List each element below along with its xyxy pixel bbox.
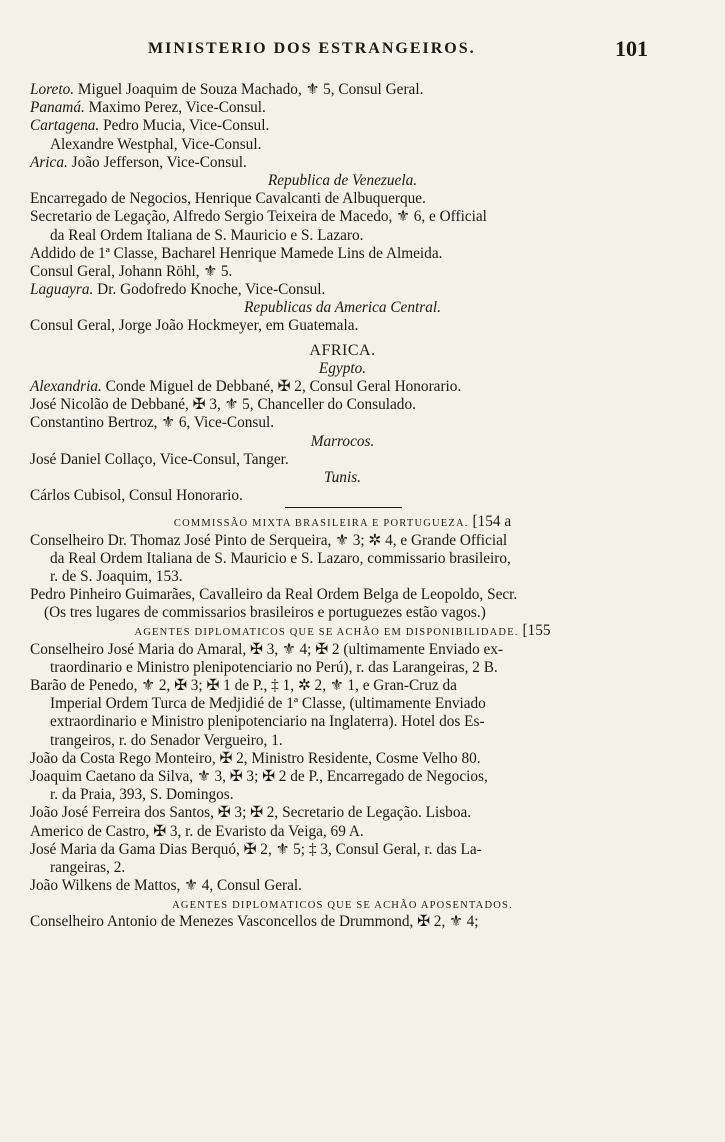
place-name: Panamá.	[30, 99, 85, 117]
consulate-entry	[30, 154, 655, 172]
place-name: Arica.	[30, 153, 68, 171]
entry-text: Cárlos Cubisol, Consul Honorario.	[30, 487, 243, 505]
place-name: Alexandria.	[30, 378, 102, 395]
text-line	[30, 414, 655, 432]
section-heading	[30, 895, 655, 913]
entry-text: José Nicolão de Debbané, ✠ 3, ⚜ 5, Chanceller do Consulado.	[30, 396, 416, 414]
text-line	[30, 568, 655, 586]
country-heading: Marrocos.	[310, 432, 375, 450]
page-header	[0, 36, 725, 70]
text-line	[30, 136, 655, 154]
entry-text: Dr. Godofredo Knoche, Vice-Consul.	[93, 281, 326, 299]
section-reference: [155	[518, 622, 551, 640]
entry-text: extraordinario e Ministro plenipotenciario na Inglaterra). Hotel dos Es-	[50, 713, 485, 731]
entry-text: Alexandre Westphal, Vice-Consul.	[50, 135, 262, 153]
entry-text: da Real Ordem Italiana de S. Mauricio e S. Lazaro.	[50, 226, 364, 244]
text-line	[30, 641, 655, 659]
section-divider	[30, 505, 655, 513]
entry-text: Maximo Perez, Vice-Consul.	[84, 99, 266, 117]
entry-text: da Real Ordem Italiana de S. Mauricio e S. Lazaro, commissario brasileiro,	[50, 549, 511, 567]
consulate-entry	[30, 117, 655, 135]
text-line	[30, 487, 655, 505]
text-line	[30, 451, 655, 469]
text-line	[30, 550, 655, 568]
entry-text: trangeiros, r. do Senador Vergueiro, 1.	[50, 731, 283, 749]
text-line	[30, 695, 655, 713]
text-line	[30, 768, 655, 786]
country-heading: Republica de Venezuela.	[267, 171, 418, 189]
entry-text: Barão de Penedo, ⚜ 2, ✠ 3; ✠ 1 de P., ‡ 1, ✲ 2, ⚜ 1, e Gran-Cruz da	[30, 677, 457, 694]
entry-text: r. da Praia, 393, S. Domingos.	[50, 786, 234, 804]
text-line	[30, 245, 655, 263]
continent-heading: AFRICA.	[309, 341, 376, 359]
section-title: COMMISSÃO MIXTA BRASILEIRA E PORTUGUEZA.	[173, 518, 469, 530]
entry-text: João José Ferreira dos Santos, ✠ 3; ✠ 2, Secretario de Legação. Lisboa.	[30, 804, 472, 822]
section-heading	[30, 513, 655, 531]
place-name: Loreto.	[30, 81, 75, 98]
place-name: Cartagena.	[30, 117, 100, 135]
entry-text: Constantino Bertroz, ⚜ 6, Vice-Consul.	[30, 414, 275, 432]
section-reference: [154 a	[468, 513, 512, 531]
text-line	[30, 713, 655, 731]
entry-text: Pedro Pinheiro Guimarães, Cavalleiro da Real Ordem Belga de Leopoldo, Secr.	[30, 586, 518, 604]
text-line	[30, 604, 655, 622]
text-line	[30, 804, 655, 822]
entry-text: Conselheiro Dr. Thomaz José Pinto de Serqueira, ⚜ 3; ✲ 4, e Grande Official	[30, 531, 508, 549]
entry-text: João Jefferson, Vice-Consul.	[67, 153, 247, 171]
text-line	[30, 317, 655, 335]
place-name: Laguayra.	[30, 281, 94, 299]
entry-text: Pedro Mucia, Vice-Consul.	[99, 117, 270, 135]
consulate-entry	[30, 378, 655, 396]
entry-text: João Wilkens de Mattos, ⚜ 4, Consul Geral.	[30, 877, 302, 895]
entry-text: Consul Geral, Johann Röhl, ⚜ 5.	[30, 262, 233, 280]
entry-text: Consul Geral, Jorge João Hockmeyer, em Guatemala.	[30, 317, 359, 335]
entry-text: (Os tres lugares de commissarios brasileiros e portuguezes estão vagos.)	[44, 604, 486, 622]
text-line	[30, 913, 655, 931]
entry-text: José Maria da Gama Dias Berquó, ✠ 2, ⚜ 5; ‡ 3, Consul Geral, r. das La-	[30, 840, 482, 858]
entry-text: rangeiras, 2.	[50, 858, 126, 876]
text-line	[30, 659, 655, 677]
text-line	[30, 208, 655, 226]
country-heading: Tunis.	[324, 468, 361, 486]
text-line	[30, 786, 655, 804]
text-line	[30, 227, 655, 245]
divider-rule	[285, 507, 402, 508]
section-heading	[30, 622, 655, 640]
entry-text: João da Costa Rego Monteiro, ✠ 2, Ministro Residente, Cosme Velho 80.	[30, 749, 481, 767]
text-line	[30, 532, 655, 550]
text-line	[30, 190, 655, 208]
consulate-entry	[30, 99, 655, 117]
text-line	[30, 586, 655, 604]
section-title: AGENTES DIPLOMATICOS QUE SE ACHÃO APOSENTADOS.	[172, 900, 513, 912]
consulate-entry	[30, 281, 655, 299]
text-line	[30, 263, 655, 281]
country-heading: Egypto.	[318, 359, 367, 377]
text-line	[30, 841, 655, 859]
entry-text: Conselheiro José Maria do Amaral, ✠ 3, ⚜ 4; ✠ 2 (ultimamente Enviado ex-	[30, 640, 504, 658]
text-line	[30, 677, 655, 695]
entry-text: José Daniel Collaço, Vice-Consul, Tanger.	[30, 450, 289, 468]
entry-text: Secretario de Legação, Alfredo Sergio Teixeira de Macedo, ⚜ 6, e Official	[30, 208, 487, 226]
text-line	[30, 750, 655, 768]
consulate-entry	[30, 81, 655, 99]
entry-text: r. de S. Joaquim, 153.	[50, 567, 183, 585]
entry-text: Encarregado de Negocios, Henrique Cavalcanti de Albuquerque.	[30, 190, 426, 208]
entry-text: Americo de Castro, ✠ 3, r. de Evaristo da Veiga, 69 A.	[30, 822, 364, 840]
entry-text: traordinario e Ministro plenipotenciario no Perú), r. das Larangeiras, 2 B.	[50, 658, 498, 676]
entry-text: Joaquim Caetano da Silva, ⚜ 3, ✠ 3; ✠ 2 de P., Encarregado de Negocios,	[30, 767, 488, 785]
document-body	[30, 81, 655, 932]
entry-text: Conselheiro Antonio de Menezes Vasconcellos de Drummond, ✠ 2, ⚜ 4;	[30, 913, 479, 931]
section-title: AGENTES DIPLOMATICOS QUE SE ACHÃO EM DISPONIBILIDADE.	[134, 627, 519, 639]
entry-text: Addido de 1ª Classe, Bacharel Henrique Mamede Lins de Almeida.	[30, 244, 443, 262]
text-line	[30, 823, 655, 841]
country-heading: Republicas da America Central.	[244, 299, 441, 317]
text-line	[30, 859, 655, 877]
page-number: 101	[615, 36, 648, 61]
running-title: MINISTERIO DOS ESTRANGEIROS.	[148, 40, 476, 57]
text-line	[30, 877, 655, 895]
entry-text: Imperial Ordem Turca de Medjidié de 1ª Classe, (ultimamente Enviado	[50, 695, 486, 713]
entry-text: Conde Miguel de Debbané, ✠ 2, Consul Geral Honorario.	[101, 378, 462, 395]
text-line	[30, 732, 655, 750]
entry-text: Miguel Joaquim de Souza Machado, ⚜ 5, Consul Geral.	[74, 81, 424, 98]
text-line	[30, 396, 655, 414]
